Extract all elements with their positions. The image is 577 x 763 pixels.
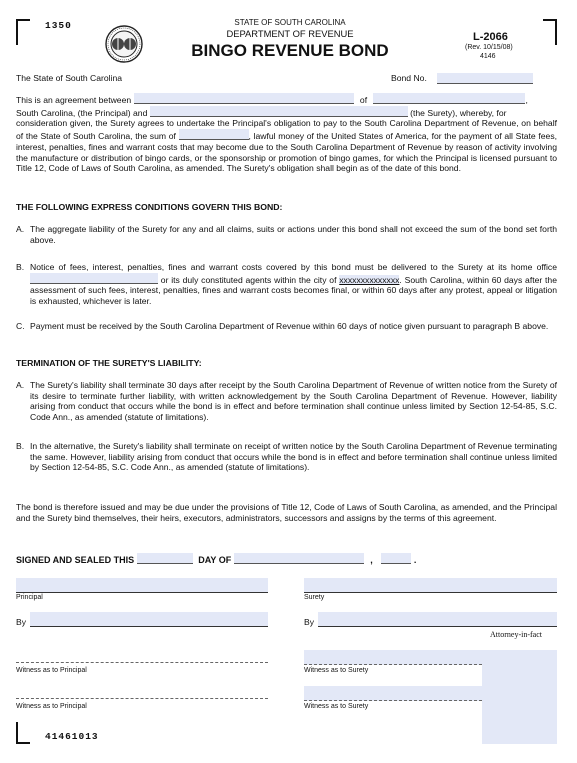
witness-surety-1-box[interactable] bbox=[304, 650, 557, 665]
intro-paragraph bbox=[16, 93, 557, 174]
condition-b-text-1: Notice of fees, interest, penalties, fines and warrant costs covered by this bond must be delivered to the Surety at its home office bbox=[30, 262, 557, 272]
footer-code: 41461013 bbox=[45, 731, 99, 742]
form-number: L-2066 bbox=[473, 31, 508, 43]
form-code: 1350 bbox=[45, 20, 72, 31]
signed-line bbox=[16, 553, 416, 566]
condition-b bbox=[16, 262, 557, 307]
witness-principal-1-label: Witness as to Principal bbox=[16, 667, 87, 674]
condition-c-text: Payment must be received by the South Carolina Department of Revenue within 60 days of notice given pursuant to paragraph B above. bbox=[30, 321, 549, 331]
form-sub-number: 4146 bbox=[480, 53, 496, 60]
bond-sum-field[interactable] bbox=[179, 129, 249, 140]
surety-field[interactable] bbox=[304, 578, 557, 593]
header-department: DEPARTMENT OF REVENUE bbox=[226, 28, 354, 39]
witness-principal-2-label: Witness as to Principal bbox=[16, 703, 87, 710]
by-surety-label: By bbox=[304, 617, 315, 627]
intro-text-6: consideration given, the Surety agrees to undertake the Principal's obligation to pay to the South Carolina Department of Revenue, on behalf of the State of South Carolina, the sum of bbox=[16, 118, 557, 142]
intro-text-4: South Carolina, (the Principal) and bbox=[16, 107, 148, 118]
intro-text-7: , lawful money of the United States of America, for the payment of all State fees, interest, penalties, fines and warrant costs that may become due to the South Carolina Department of Revenue by reason of activity involving the manufacture or distribution of bingo cards, or the sponsorship or promotion of bingo games, for which the Principal is licensed pursuant to Title 12, Code of Laws of South Carolina, as amended. The Surety's obligation shall begin as of the date of this bond. bbox=[16, 131, 557, 174]
shaded-block bbox=[482, 664, 557, 744]
agreement-location-field[interactable] bbox=[373, 93, 528, 105]
condition-c-label: C. bbox=[16, 321, 25, 331]
intro-text-5: (the Surety), whereby, for bbox=[410, 107, 507, 118]
agreement-party-field[interactable] bbox=[134, 93, 354, 104]
intro-text-3: , bbox=[525, 95, 528, 105]
witness-principal-1-field[interactable] bbox=[16, 662, 268, 663]
signed-month-field[interactable] bbox=[234, 553, 364, 564]
surety-label: Surety bbox=[304, 594, 325, 601]
termination-a bbox=[16, 380, 557, 423]
condition-b-text-2: or its duly constituted agents within the city of bbox=[160, 274, 337, 285]
signed-day-field[interactable] bbox=[137, 553, 193, 564]
principal-field[interactable] bbox=[16, 578, 268, 593]
condition-c bbox=[16, 321, 557, 332]
corner-mark-top-left bbox=[16, 19, 30, 45]
signed-period: . bbox=[413, 555, 417, 565]
intro-text-1: This is an agreement between bbox=[16, 95, 132, 105]
by-principal-label: By bbox=[16, 617, 27, 627]
intro-text-2: of bbox=[359, 95, 368, 105]
termination-heading: TERMINATION OF THE SURETY'S LIABILITY: bbox=[16, 358, 202, 368]
corner-mark-top-right bbox=[543, 19, 557, 45]
signed-comma: , bbox=[370, 555, 373, 565]
principal-label: Principal bbox=[16, 594, 43, 601]
corner-mark-bottom-left bbox=[16, 722, 30, 744]
state-seal bbox=[105, 25, 143, 63]
attorney-in-fact-label: Attorney-in-fact bbox=[490, 630, 542, 639]
signed-year-field[interactable] bbox=[381, 553, 411, 564]
witness-surety-2-label: Witness as to Surety bbox=[304, 703, 369, 710]
by-surety-field[interactable] bbox=[318, 612, 557, 627]
city-field[interactable]: xxxxxxxxxxxxxx bbox=[339, 274, 400, 285]
header-state: STATE OF SOUTH CAROLINA bbox=[234, 18, 346, 27]
bond-no-field[interactable] bbox=[437, 73, 533, 84]
condition-a-label: A. bbox=[16, 224, 25, 234]
home-office-field[interactable] bbox=[30, 273, 158, 284]
signed-text-2: DAY OF bbox=[198, 555, 232, 565]
page-title: BINGO REVENUE BOND bbox=[191, 41, 389, 60]
bond-no-label: Bond No. bbox=[391, 73, 427, 83]
signed-text-1: SIGNED AND SEALED THIS bbox=[16, 555, 135, 565]
condition-a-text: The aggregate liability of the Surety for any and all claims, suits or actions under this bond shall not exceed the sum of the bond set forth above. bbox=[30, 224, 557, 245]
conditions-heading: THE FOLLOWING EXPRESS CONDITIONS GOVERN THIS BOND: bbox=[16, 202, 283, 212]
form-revision: (Rev. 10/15/08) bbox=[465, 44, 513, 51]
witness-surety-1-label: Witness as to Surety bbox=[304, 667, 369, 674]
termination-a-text: The Surety's liability shall terminate 30 days after receipt by the South Carolina Department of Revenue of written notice from the Surety of its desire to terminate further liability, with written acknowledgement by the South Carolina Department of Revenue. However, liability arising from conduct that occurs while the bond is in effect and before termination shall continue unless limited by Section 12-54-85, S.C. Code Ann., as amended (statute of limitations). bbox=[30, 380, 557, 423]
witness-principal-2-field[interactable] bbox=[16, 698, 268, 699]
closing-paragraph: The bond is therefore issued and may be due under the provisions of Title 12, Code of Laws of South Carolina, as amended, and the Principal and the Surety bind themselves, their heirs, executors, administrators, successors and assigns by the terms of this agreement. bbox=[16, 502, 557, 523]
condition-b-label: B. bbox=[16, 262, 25, 272]
surety-name-field[interactable] bbox=[150, 106, 408, 117]
state-label: The State of South Carolina bbox=[16, 73, 123, 83]
termination-b bbox=[16, 441, 557, 473]
condition-b-text-3: . South Carolina, within 60 days after the assessment of such fees, interest, penalties, fines and warrant costs becomes final, or within 60 days after any protest, appeal or litigation is exhausted, whichever is later. bbox=[30, 274, 557, 307]
termination-b-text: In the alternative, the Surety's liability shall terminate on receipt of written notice by the South Carolina Department of Revenue terminating the same. However, liability arising from conduct that occurs while the bond is in effect and before termination shall continue unless limited by Section 12-54-85, S.C. Code Ann., as amended (statute of limitations). bbox=[30, 441, 557, 473]
by-principal-field[interactable] bbox=[30, 612, 268, 627]
termination-b-label: B. bbox=[16, 441, 25, 451]
termination-a-label: A. bbox=[16, 380, 25, 390]
condition-a bbox=[16, 224, 557, 245]
